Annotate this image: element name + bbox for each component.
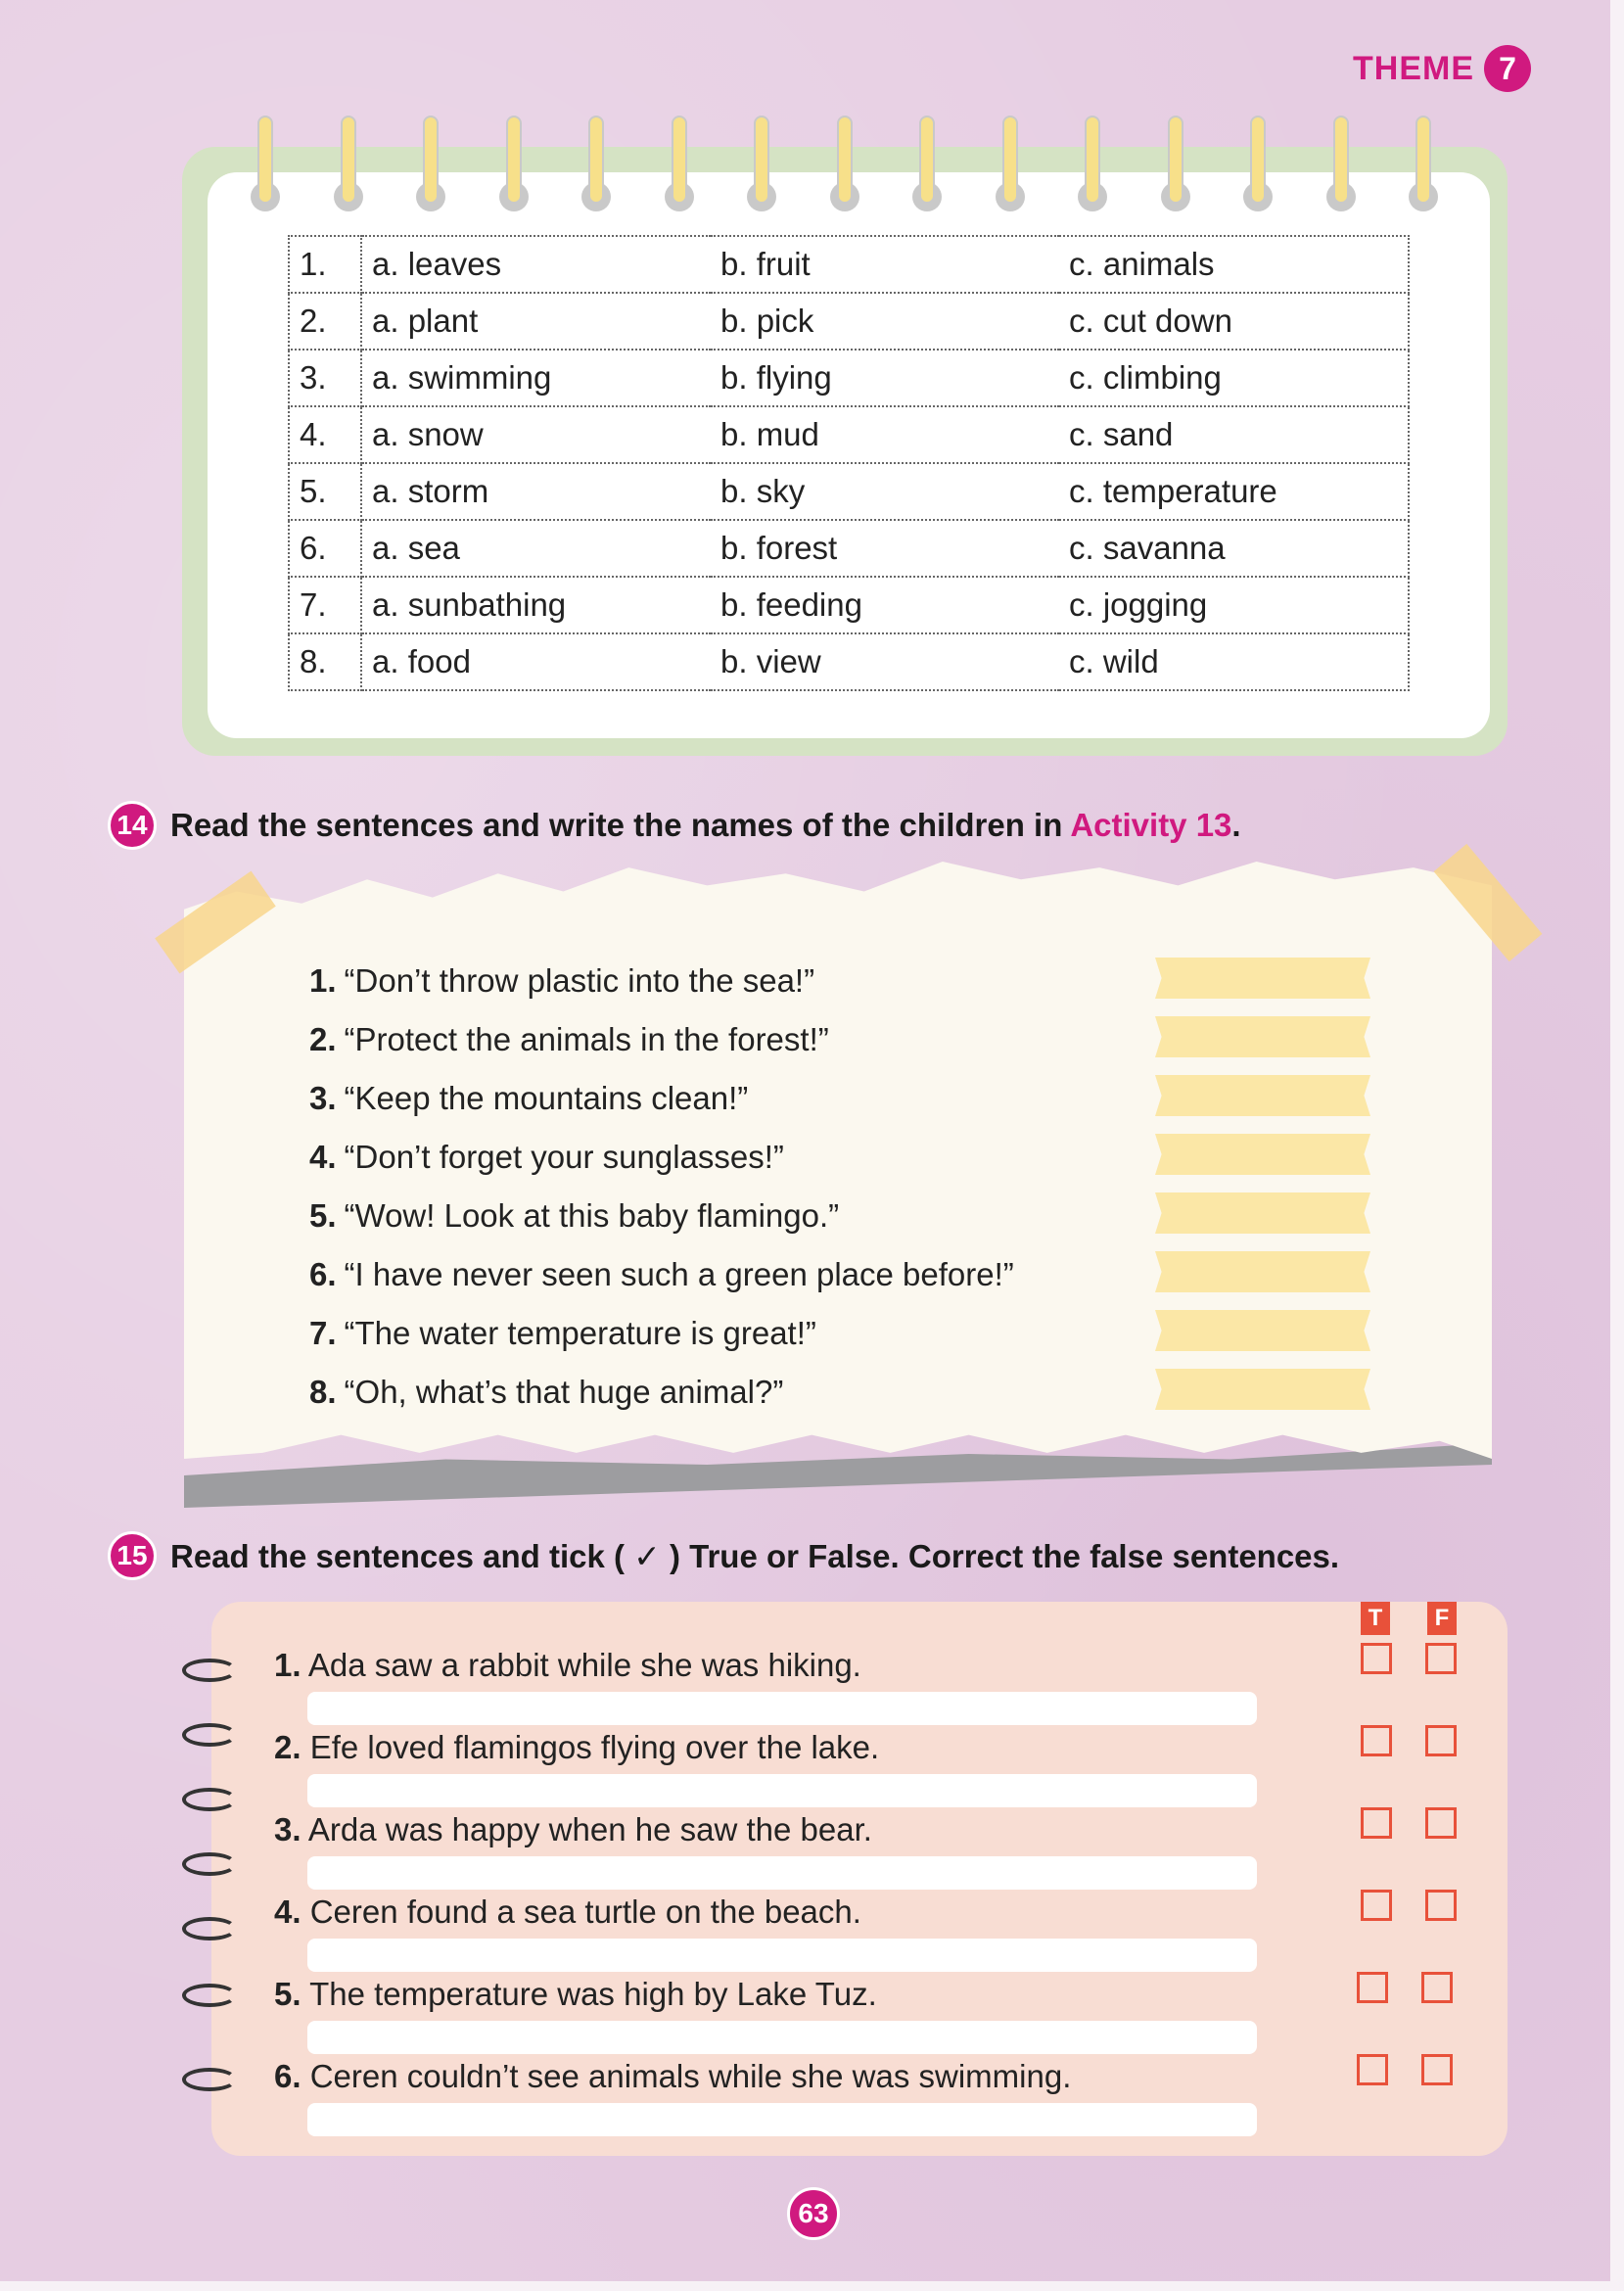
true-checkbox[interactable] [1361,1725,1392,1756]
table-row [289,463,1409,520]
statement [274,1894,861,1931]
binding-ring-icon [665,116,694,211]
spiral-ring-icon [182,1984,237,2007]
quote-number: 8. [309,1374,337,1410]
false-checkbox[interactable] [1425,1890,1457,1921]
option-b: b. feeding [711,577,1059,633]
ring-wire [1415,116,1431,204]
option-a: a. leaves [361,236,711,293]
row-number: 1. [289,236,361,293]
true-checkbox[interactable] [1357,2054,1388,2085]
statement-text: Ceren found a sea turtle on the beach. [309,1894,861,1930]
option-b: b. fruit [711,236,1059,293]
ring-wire [588,116,604,204]
statement-text: Ada saw a rabbit while she was hiking. [307,1647,861,1683]
option-c: c. sand [1059,406,1409,463]
option-c: c. climbing [1059,350,1409,406]
quote-number: 4. [309,1139,337,1175]
instruction-text: Read the sentences and write the names of the children in [170,807,1071,843]
false-checkbox[interactable] [1425,1643,1457,1674]
option-b: b. forest [711,520,1059,577]
option-c: c. wild [1059,633,1409,690]
activity-reference-link: Activity 13 [1070,807,1232,843]
ring-wire [257,116,273,204]
theme-number-badge: 7 [1484,45,1531,92]
answer-field-2[interactable] [1155,1016,1370,1057]
false-checkbox[interactable] [1425,1807,1457,1839]
statement [274,1647,861,1684]
binding-ring-icon [1078,116,1107,211]
statement-text: Arda was happy when he saw the bear. [301,1811,872,1847]
binding-ring-icon [747,116,776,211]
statement [274,1811,872,1848]
binding-ring-icon [581,116,611,211]
row-number: 5. [289,463,361,520]
quote-text: “Don’t throw plastic into the sea!” [344,962,815,999]
option-a: a. sea [361,520,711,577]
correction-line[interactable] [307,1856,1257,1890]
option-b: b. flying [711,350,1059,406]
table-row [289,520,1409,577]
binding-ring-icon [1409,116,1438,211]
quote-number: 1. [309,962,337,999]
option-c: c. cut down [1059,293,1409,350]
activity-14-heading [108,801,1241,850]
option-a: a. snow [361,406,711,463]
row-number: 4. [289,406,361,463]
quote-text: “Oh, what’s that huge animal?” [344,1374,784,1410]
spiral-ring-icon [182,1659,237,1682]
row-number: 3. [289,350,361,406]
activity-number-badge: 15 [108,1531,157,1580]
quote-number: 7. [309,1315,337,1351]
true-checkbox[interactable] [1357,1972,1388,2003]
quote-number: 3. [309,1080,337,1116]
statement-number: 4. [274,1894,302,1930]
answer-field-6[interactable] [1155,1251,1370,1292]
binding-ring-icon [416,116,445,211]
correction-line[interactable] [307,1692,1257,1725]
quote-number: 5. [309,1197,337,1234]
answer-field-8[interactable] [1155,1369,1370,1410]
statement [274,1976,877,2013]
spiral-ring-icon [182,1917,237,1940]
spiral-ring-icon [182,1788,237,1811]
option-b: b. pick [711,293,1059,350]
ring-wire [423,116,439,204]
activity-instruction: Read the sentences and tick ( ✓ ) True or False. Correct the false sentences. [170,1537,1340,1574]
false-checkbox[interactable] [1425,1725,1457,1756]
option-c: c. animals [1059,236,1409,293]
true-checkbox[interactable] [1361,1890,1392,1921]
spiral-ring-icon [182,2068,237,2091]
quote-text: “Protect the animals in the forest!” [344,1021,829,1057]
option-c: c. temperature [1059,463,1409,520]
statement-number: 2. [274,1729,302,1765]
statement-number: 6. [274,2058,302,2094]
spiral-ring-icon [182,1852,237,1876]
option-a: a. swimming [361,350,711,406]
activity-instruction [170,807,1241,844]
quote-text: “The water temperature is great!” [344,1315,816,1351]
binding-ring-icon [1326,116,1356,211]
false-checkbox[interactable] [1421,1972,1453,2003]
statement-text: Efe loved flamingos flying over the lake. [309,1729,880,1765]
activity-number-badge: 14 [108,801,157,850]
table-row [289,236,1409,293]
page-right-edge [1610,0,1624,2291]
answer-field-4[interactable] [1155,1134,1370,1175]
ring-wire [506,116,522,204]
theme-header [1353,45,1531,92]
row-number: 2. [289,293,361,350]
correction-line[interactable] [307,1774,1257,1807]
theme-label: THEME [1353,49,1474,87]
ring-wire [1333,116,1349,204]
binding-ring-icon [912,116,942,211]
row-number: 7. [289,577,361,633]
false-checkbox[interactable] [1421,2054,1453,2085]
statement-number: 3. [274,1811,302,1847]
quote-number: 2. [309,1021,337,1057]
statement [274,2058,1071,2095]
quote-text: “Wow! Look at this baby flamingo.” [344,1197,840,1234]
answer-field-7[interactable] [1155,1310,1370,1351]
option-c: c. jogging [1059,577,1409,633]
row-number: 8. [289,633,361,690]
activity-15-heading [108,1531,1339,1580]
quote-text: “Keep the mountains clean!” [344,1080,749,1116]
false-column-label: F [1427,1602,1457,1635]
answer-field-3[interactable] [1155,1075,1370,1116]
ring-wire [919,116,935,204]
ring-wire [837,116,853,204]
table-row [289,633,1409,690]
page-number: 63 [787,2187,840,2240]
correction-line[interactable] [307,2021,1257,2054]
quote-text: “Don’t forget your sunglasses!” [344,1139,784,1175]
answer-field-5[interactable] [1155,1192,1370,1234]
true-checkbox[interactable] [1361,1643,1392,1674]
spiral-ring-icon [182,1723,237,1747]
statement-number: 1. [274,1647,302,1683]
instruction-end: . [1231,807,1241,843]
table-row [289,577,1409,633]
table-row [289,293,1409,350]
option-b: b. view [711,633,1059,690]
option-a: a. food [361,633,711,690]
binding-ring-icon [830,116,859,211]
binding-ring-icon [1243,116,1273,211]
ring-wire [1085,116,1100,204]
option-a: a. storm [361,463,711,520]
option-b: b. sky [711,463,1059,520]
table-row [289,406,1409,463]
correction-line[interactable] [307,2103,1257,2136]
ring-wire [1002,116,1018,204]
statement-text: The temperature was high by Lake Tuz. [309,1976,877,2012]
option-c: c. savanna [1059,520,1409,577]
ring-wire [1168,116,1183,204]
statement-text: Ceren couldn’t see animals while she was swimming. [309,2058,1072,2094]
binding-ring-icon [1161,116,1190,211]
option-b: b. mud [711,406,1059,463]
answer-field-1[interactable] [1155,958,1370,999]
true-checkbox[interactable] [1361,1807,1392,1839]
table-row [289,350,1409,406]
ring-wire [672,116,687,204]
quote-number: 6. [309,1256,337,1292]
quote-text: “I have never seen such a green place before!” [344,1256,1014,1292]
ring-wire [341,116,356,204]
option-a: a. plant [361,293,711,350]
statement [274,1729,879,1766]
binding-ring-icon [499,116,529,211]
correction-line[interactable] [307,1939,1257,1972]
statement-number: 5. [274,1976,302,2012]
option-a: a. sunbathing [361,577,711,633]
page-bottom-edge [0,2281,1624,2291]
true-column-label: T [1361,1602,1390,1635]
ring-wire [1250,116,1266,204]
binding-ring-icon [334,116,363,211]
binding-ring-icon [251,116,280,211]
vocabulary-table [288,235,1410,691]
ring-wire [754,116,769,204]
row-number: 6. [289,520,361,577]
binding-ring-icon [996,116,1025,211]
